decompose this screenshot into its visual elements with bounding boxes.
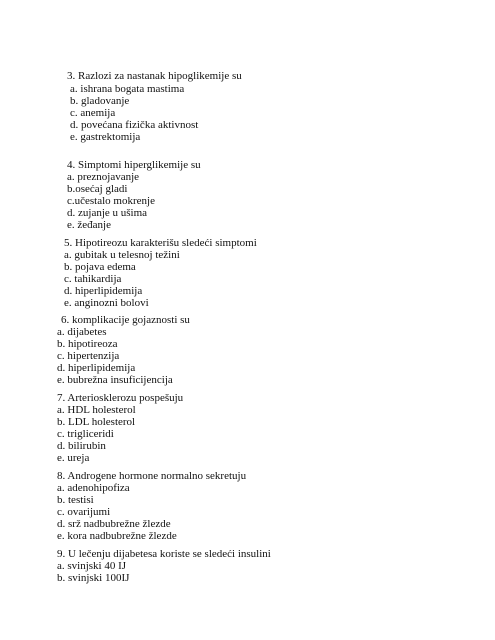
question-title: 3. Razlozi za nastanak hipoglikemije su bbox=[67, 70, 242, 82]
answer-option: c. hipertenzija bbox=[57, 350, 120, 362]
answer-option: b. testisi bbox=[57, 494, 94, 506]
answer-option: b. pojava edema bbox=[64, 261, 136, 273]
answer-option: d. bilirubin bbox=[57, 440, 106, 452]
answer-option: b. LDL holesterol bbox=[57, 416, 136, 428]
answer-option: a. preznojavanje bbox=[67, 171, 140, 183]
answer-option: d. srž nadbubrežne žlezde bbox=[57, 518, 171, 530]
answer-option: d. povećana fizička aktivnost bbox=[70, 119, 199, 131]
answer-option: c.učestalo mokrenje bbox=[67, 195, 155, 207]
answer-option: a. gubitak u telesnoj težini bbox=[64, 249, 180, 261]
answer-option: b. gladovanje bbox=[70, 95, 130, 107]
answer-option: e. žeđanje bbox=[67, 219, 111, 231]
answer-option: c. trigliceridi bbox=[57, 428, 114, 440]
answer-option: e. ureja bbox=[57, 452, 90, 464]
answer-option: b. hipotireoza bbox=[57, 338, 118, 350]
answer-option: a. svinjski 40 IJ bbox=[57, 560, 127, 572]
answer-option: a. adenohipofiza bbox=[57, 482, 130, 494]
answer-option: c. ovarijumi bbox=[57, 506, 111, 518]
question-title: 4. Simptomi hiperglikemije su bbox=[67, 159, 201, 171]
answer-option: e. gastrektomija bbox=[70, 131, 141, 143]
answer-option: e. bubrežna insuficijencija bbox=[57, 374, 173, 386]
question-title: 9. U lečenju dijabetesa koriste se sledeći insulini bbox=[57, 548, 271, 560]
answer-option: b. svinjski 100IJ bbox=[57, 572, 130, 584]
question-title: 5. Hipotireozu karakterišu sledeći simptomi bbox=[64, 237, 257, 249]
answer-option: d. hiperlipidemija bbox=[57, 362, 136, 374]
answer-option: c. anemija bbox=[70, 107, 116, 119]
question-title: 8. Androgene hormone normalno sekretuju bbox=[57, 470, 247, 482]
answer-option: d. zujanje u ušima bbox=[67, 207, 148, 219]
answer-option: c. tahikardija bbox=[64, 273, 122, 285]
answer-option: a. HDL holesterol bbox=[57, 404, 136, 416]
answer-option: a. dijabetes bbox=[57, 326, 107, 338]
answer-option: b.osećaj gladi bbox=[67, 183, 128, 195]
question-title: 7. Arteriosklerozu pospešuju bbox=[57, 392, 184, 404]
answer-option: e. kora nadbubrežne žlezde bbox=[57, 530, 177, 542]
answer-option: d. hiperlipidemija bbox=[64, 285, 143, 297]
answer-option: a. ishrana bogata mastima bbox=[70, 83, 185, 95]
answer-option: e. anginozni bolovi bbox=[64, 297, 149, 309]
question-title: 6. komplikacije gojaznosti su bbox=[61, 314, 190, 326]
